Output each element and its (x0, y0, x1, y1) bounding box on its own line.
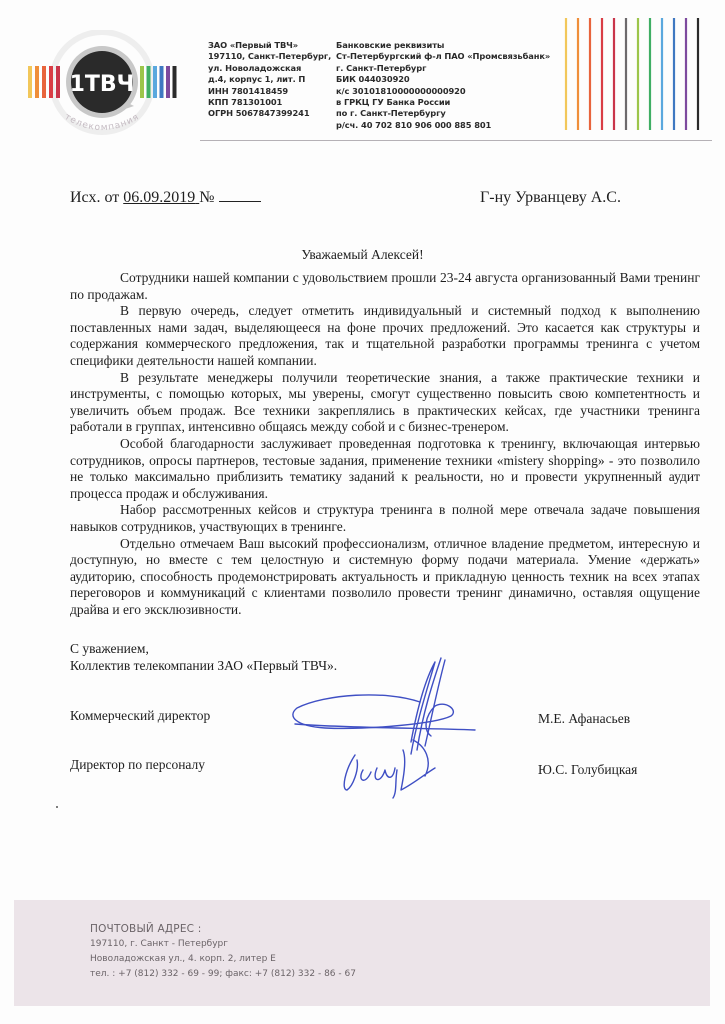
ref-number-sign: № (199, 189, 215, 206)
logo-stripe (56, 66, 60, 98)
logo-stripe (173, 66, 177, 98)
signature-stroke (344, 740, 435, 798)
company-requisite-line: д.4, корпус 1, лит. П (208, 74, 306, 85)
company-logo (22, 30, 182, 145)
signatory-role: Коммерческий директор (70, 708, 211, 723)
paragraph: Отдельно отмечаем Ваш высокий профессионализм, отличное владение предметом, интересную и доступную, но вместе с тем целостную и системную форму подачи материала. Умение «держать» аудиторию, способность продемонстрировать актуальность и прикладную ценность техник на всех этапах переговоров и коммуникаций с клиентами позволило провести тренинг динамично, оставляя ощущение драйва и его эксклюзивности. (70, 535, 700, 617)
bank-requisite-line: р/сч. 40 702 810 906 000 885 801 (336, 119, 492, 130)
closing-line: Коллектив телекомпании ЗАО «Первый ТВЧ». (70, 658, 338, 673)
bank-requisite-line: Ст-Петербургский ф-л ПАО «Промсвязьбанк» (336, 51, 551, 62)
logo-graphic (22, 30, 182, 145)
ref-prefix: Исх. от (70, 189, 120, 206)
paragraph: Сотрудники нашей компании с удовольствием прошли 23-24 августа организованный Вами тренинг по продажам. (70, 270, 700, 302)
logo-stripes-right (140, 66, 177, 98)
paragraph: Особой благодарности заслуживает проведенная подготовка к тренингу, включающая интервью сотрудников, опросы партнеров, тестовые задания, применение техники «mistery shopping» - это позволило не только максимально приблизить тематику заданий к реальности, но и провести укрупненный аудит процесса продаж и обслуживания. (70, 435, 700, 501)
paragraph: В первую очередь, следует отметить индивидуальный и системный подход к выполнению поставленных нами задач, выделяющееся на фоне прочих предложений. Это касается как структуры и содержания коммерческого предложения, так и тщательной разработки программы тренинга с учетом специфики деятельности нашей компании. (70, 303, 700, 368)
company-requisites (208, 40, 331, 120)
company-requisite-line: ОГРН 5067847399241 (208, 108, 310, 119)
scan-speck (56, 806, 58, 808)
letter-body (70, 270, 700, 618)
logo-stripe (166, 66, 170, 98)
company-requisite-line: ИНН 7801418459 (208, 85, 289, 96)
bank-requisite-line: БИК 044030920 (336, 74, 410, 85)
bank-requisite-line: г. Санкт-Петербург (336, 62, 427, 73)
postal-address-line: тел. : +7 (812) 332 - 69 - 99; факс: +7 (812) 332 - 86 - 67 (90, 969, 356, 979)
logo-stripe (140, 66, 144, 98)
handwritten-signatures (285, 650, 485, 800)
paragraph: Набор рассмотренных кейсов и структура тренинга в полной мере отвечала задаче повышения навыков сотрудников, участвующих в тренинге. (70, 502, 700, 534)
logo-stripe (35, 66, 39, 98)
signature-graphic (285, 650, 485, 800)
signatory-role: Директор по персоналу (70, 757, 206, 772)
postal-address-line: 197110, г. Санкт - Петербург (90, 939, 228, 949)
addressee: Г-ну Урванцеву А.С. (480, 189, 621, 206)
ref-number-blank (219, 189, 261, 202)
logo-brand-text: 1ТВЧ (69, 72, 135, 97)
company-requisite-line: ЗАО «Первый ТВЧ» (208, 40, 299, 50)
bank-requisites (336, 40, 550, 131)
logo-stripe (49, 66, 53, 98)
logo-stripe (42, 66, 46, 98)
logo-stripe (28, 66, 32, 98)
paragraph: В результате менеджеры получили теоретические знания, а также практические техники и инструменты, с помощью которых, мы уверены, смогут существенно повысить свою компетентность и увеличить объем продаж. Все техники закреплялись в практических кейсах, где участники тренинга работали в группах, интенсивно общаясь между собой и с бизнес-тренером. (70, 369, 700, 435)
logo-stripe (147, 66, 151, 98)
greeting: Уважаемый Алексей! (301, 247, 424, 262)
logo-stripe (153, 66, 157, 98)
bank-requisite-line: Банковские реквизиты (336, 40, 445, 50)
postal-address (90, 922, 356, 982)
bank-requisite-line: в ГРКЦ ГУ Банка России (336, 97, 451, 108)
header-color-stripes (560, 10, 710, 130)
ref-date: 06.09.2019 (123, 189, 196, 206)
outgoing-reference (70, 189, 261, 207)
company-requisite-line: ул. Новоладожская (208, 62, 302, 73)
postal-address-title: ПОЧТОВЫЙ АДРЕС : (90, 923, 202, 935)
postal-address-line: Новоладожская ул., 4. корп. 2, литер Е (90, 954, 276, 964)
logo-subtitle-text: телекомпания (62, 112, 142, 134)
bank-requisite-line: по г. Санкт-Петербургу (336, 108, 446, 119)
company-requisite-line: КПП 781301001 (208, 97, 283, 108)
signature-stroke (411, 658, 445, 754)
bank-requisite-line: к/с 30101810000000000920 (336, 85, 466, 96)
header-divider (200, 140, 712, 141)
company-requisite-line: 197110, Санкт-Петербург, (208, 51, 332, 62)
logo-stripe (160, 66, 164, 98)
signatory-name: Ю.С. Голубицкая (538, 762, 638, 777)
closing-line: С уважением, (70, 641, 149, 656)
signatory-name: М.Е. Афанасьев (538, 711, 631, 726)
color-stripes-graphic (560, 10, 710, 130)
